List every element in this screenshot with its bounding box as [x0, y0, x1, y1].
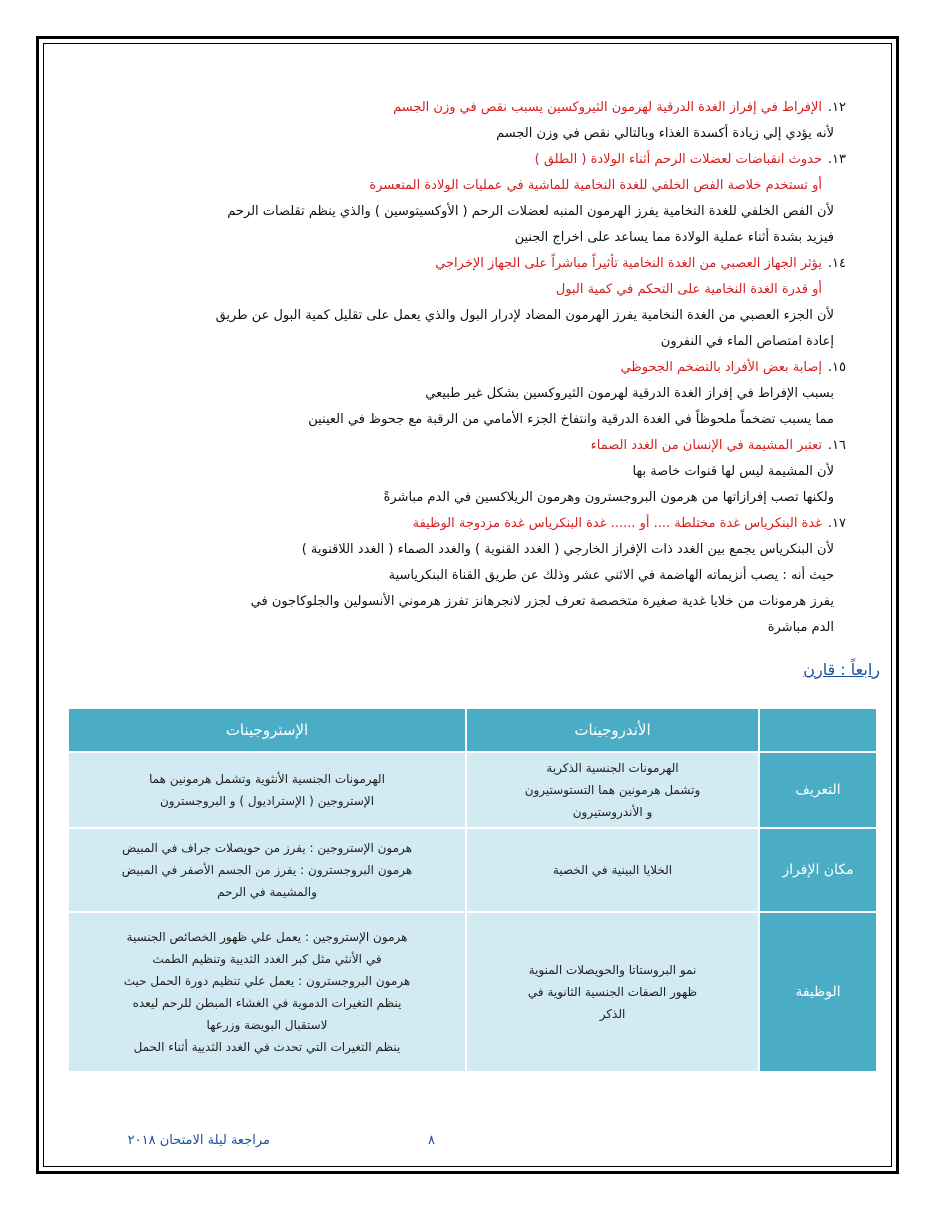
- cell-estrogens: [68, 912, 466, 1072]
- question-number: ١٣.: [827, 152, 846, 167]
- alt-question-text: أو قدرة الغدة النخامية على التحكم في كمية البول: [555, 282, 822, 297]
- cell-line: الإستروجين ( الإستراديول ) و البروجسترون: [159, 794, 375, 808]
- question-line: [66, 511, 846, 537]
- cell-line: ينظم التغيرات الدموية في الغشاء المبطن للرحم ليعده: [132, 996, 402, 1010]
- table-row: [68, 912, 877, 1072]
- answer-line: الدم مباشرة: [767, 620, 834, 635]
- cell-line: ينظم التغيرات التي تحدث في الغدد الثديية أثناء الحمل: [133, 1040, 401, 1054]
- comparison-table: [67, 707, 878, 1073]
- question-item: [66, 95, 846, 147]
- row-label: مكان الإفراز: [759, 828, 877, 912]
- cell-line: الخلايا البينية في الخصية: [552, 863, 673, 877]
- cell-androgens: [466, 752, 759, 828]
- compare-heading: رابعاً : قارن: [803, 660, 880, 679]
- cell-line: نمو البروستاتا والحويصلات المنوية: [528, 963, 697, 977]
- cell-line: هرمون الإستروجين : يعمل علي ظهور الخصائص الجنسية: [126, 930, 408, 944]
- question-number: ١٦.: [827, 438, 846, 453]
- answer-line: لأن البنكرياس يجمع بين الغدد ذات الإفراز الخارجي ( الغدد القنوية ) والغدد الصماء ( الغدد اللاقنوية ): [301, 542, 834, 557]
- cell-androgens: [466, 912, 759, 1072]
- question-line: [66, 251, 846, 277]
- cell-line: الذكر: [599, 1007, 626, 1021]
- cell-line: الهرمونات الجنسية الأنثوية وتشمل هرمونين هما: [149, 772, 385, 786]
- cell-line: هرمون الإستروجين : يفرز من حويصلات جراف في المبيض: [121, 841, 413, 855]
- cell-line: الهرمونات الجنسية الذكرية: [546, 761, 679, 775]
- answer-line: بسبب الإفراط في إفراز الغدة الدرقية لهرمون الثيروكسين بشكل غير طبيعي: [425, 386, 834, 401]
- question-number: ١٧.: [827, 516, 846, 531]
- question-item: [66, 433, 846, 511]
- header-androgens: الأندروجينات: [466, 708, 759, 752]
- question-item: [66, 355, 846, 433]
- cell-line: ظهور الصفات الجنسية الثانوية في: [527, 985, 698, 999]
- answer-line: مما يسبب تضخماً ملحوظاً في الغدة الدرقية وانتفاخ الجزء الأمامي من الرقبة مع جحوظ في العينين: [308, 412, 834, 427]
- answer-line: لأنه يؤدي إلي زيادة أكسدة الغذاء وبالتالي نقص في وزن الجسم: [496, 126, 834, 141]
- footer-title: مراجعة ليلة الامتحان ٢٠١٨: [127, 1133, 270, 1148]
- answer-line: لأن المشيمة ليس لها قنوات خاصة بها: [632, 464, 834, 479]
- table-header-row: [68, 708, 877, 752]
- answer-line: لأن الجزء العصبي من الغدة النخامية يفرز الهرمون المضاد لإدرار البول والذي يعمل على تقليل كمية البول عن طريق: [215, 308, 834, 323]
- cell-line: لاستقبال البويضة وزرعها: [206, 1018, 328, 1032]
- question-line: [66, 433, 846, 459]
- table-row: [68, 828, 877, 912]
- question-item: [66, 147, 846, 251]
- question-text: تعتبر المشيمة في الإنسان من الغدد الصماء: [590, 438, 822, 453]
- answer-line: يفرز هرمونات من خلايا غدية صغيرة متخصصة تعرف لجزر لانجرهانز تفرز هرموني الأنسولين والجلوكاجون في: [250, 594, 834, 609]
- question-item: [66, 511, 846, 641]
- answer-line: إعادة امتصاص الماء في النفرون: [660, 334, 834, 349]
- cell-line: هرمون البروجسترون : يعمل علي تنظيم دورة الحمل حيث: [123, 974, 411, 988]
- question-number: ١٥.: [827, 360, 846, 375]
- cell-androgens: [466, 828, 759, 912]
- header-estrogens: الإستروجينات: [68, 708, 466, 752]
- alt-question-text: أو تستخدم خلاصة الفص الخلفي للغدة النخامية للماشية في عمليات الولادة المتعسرة: [369, 178, 822, 193]
- question-number: ١٢.: [827, 100, 846, 115]
- table-row: [68, 752, 877, 828]
- cell-line: والمشيمة في الرحم: [217, 885, 317, 899]
- question-text: حدوث انقباضات لعضلات الرحم أثناء الولادة ( الطلق ): [534, 152, 822, 167]
- answer-line: ولكنها تصب إفرازاتها من هرمون البروجسترون وهرمون الريلاكسين في الدم مباشرةً: [383, 490, 834, 505]
- question-text: يؤثر الجهاز العصبي من الغدة النخامية تأثيراً مباشراً على الجهاز الإخراجي: [435, 256, 822, 271]
- question-number: ١٤.: [827, 256, 846, 271]
- cell-estrogens: [68, 752, 466, 828]
- table-corner-cell: [759, 708, 877, 752]
- cell-estrogens: [68, 828, 466, 912]
- question-line: [66, 95, 846, 121]
- row-label: التعريف: [759, 752, 877, 828]
- cell-line: وتشمل هرمونين هما التستوستيرون: [524, 783, 701, 797]
- question-item: [66, 251, 846, 355]
- cell-line: في الأنثي مثل كبر الغدد الثديية وتنظيم الطمث: [152, 952, 382, 966]
- page-number: ٨: [428, 1133, 435, 1148]
- question-text: إصابة بعض الأفراد بالتضخم الجحوظي: [620, 360, 822, 375]
- cell-line: هرمون البروجسترون : يفرز من الجسم الأصفر في المبيض: [121, 863, 413, 877]
- question-text: غدة البنكرياس غدة مختلطة .... أو ...... غدة البنكرياس غدة مزدوجة الوظيفة: [412, 516, 822, 531]
- answer-line: لأن الفص الخلفي للغدة النخامية يفرز الهرمون المنبه لعضلات الرحم ( الأوكسيتوسين ) والذي ينظم تقلصات الرحم: [227, 204, 834, 219]
- question-line: [66, 355, 846, 381]
- questions-section: [66, 95, 846, 641]
- answer-line: حيث أنه : يصب أنزيماته الهاضمة في الاثني عشر وذلك عن طريق القناة البنكرياسية: [388, 568, 834, 583]
- row-label: الوظيفة: [759, 912, 877, 1072]
- question-line: [66, 147, 846, 173]
- cell-line: و الأندروستيرون: [572, 805, 653, 819]
- answer-line: فيزيد بشدة أثناء عملية الولادة مما يساعد على اخراج الجنين: [514, 230, 834, 245]
- question-text: الإفراط في إفراز الغدة الدرقية لهرمون الثيروكسين يسبب نقص في وزن الجسم: [393, 100, 822, 115]
